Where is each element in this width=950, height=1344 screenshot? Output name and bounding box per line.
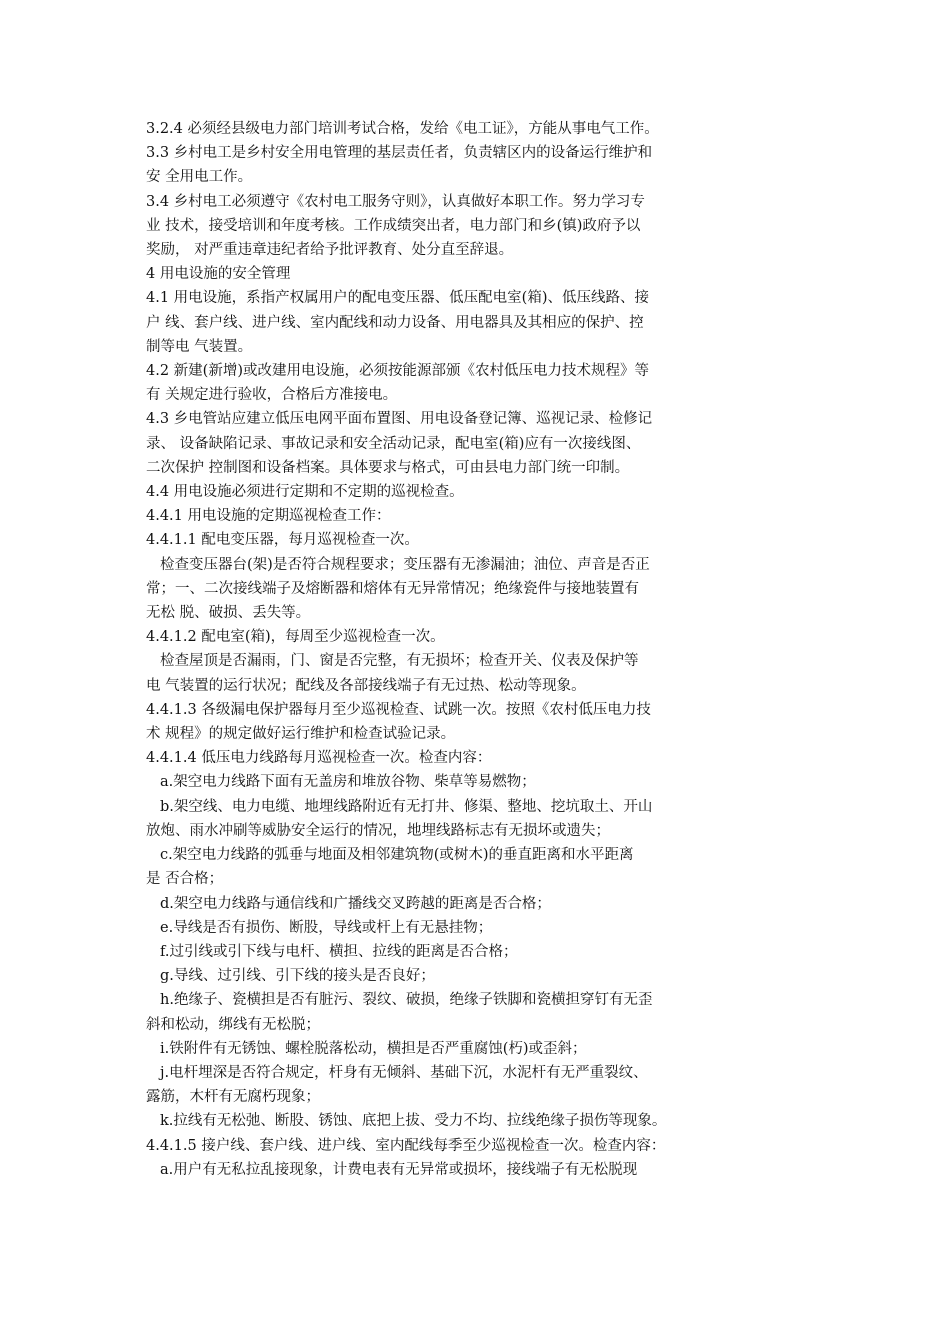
text-line: 4.4.1.3 各级漏电保护器每月至少巡视检查、试跳一次。按照《农村低压电力技 xyxy=(146,701,651,718)
text-line: 斜和松动，绑线有无松脱； xyxy=(146,1016,320,1033)
document-page xyxy=(146,117,726,1182)
text-line: 4.4.1.4 低压电力线路每月巡视检查一次。检查内容： xyxy=(146,750,492,767)
text-line: 奖励， 对严重违章违纪者给予批评教育、处分直至辞退。 xyxy=(146,242,514,259)
text-line: j.电杆埋深是否符合规定，杆身有无倾斜、基础下沉，水泥杆有无严重裂纹、 xyxy=(160,1064,648,1081)
text-line: 检查屋顶是否漏雨，门、窗是否完整，有无损坏；检查开关、仪表及保护等 xyxy=(160,653,639,670)
text-line: 有 关规定进行验收，合格后方准接电。 xyxy=(146,387,398,404)
text-line: 4 用电设施的安全管理 xyxy=(146,266,291,283)
text-line: 4.4.1.1 配电变压器，每月巡视检查一次。 xyxy=(146,532,419,549)
text-line: 4.2 新建(新增)或改建用电设施，必须按能源部颁《农村低压电力技术规程》等 xyxy=(146,363,649,380)
text-line: 无松 脱、破损、丢失等。 xyxy=(146,605,311,622)
text-line: 露筋，木杆有无腐朽现象； xyxy=(146,1089,320,1106)
text-line: 4.4 用电设施必须进行定期和不定期的巡视检查。 xyxy=(146,484,464,501)
text-line: 检查变压器台(架)是否符合规程要求；变压器有无渗漏油；油位、声音是否正 xyxy=(160,556,650,573)
text-line: 户 线、套户线、进户线、室内配线和动力设备、用电器具及其相应的保护、控 xyxy=(146,314,644,331)
text-line: a.架空电力线路下面有无盖房和堆放谷物、柴草等易燃物； xyxy=(160,774,536,791)
text-line: 4.1 用电设施，系指产权属用户的配电变压器、低压配电室(箱)、低压线路、接 xyxy=(146,290,649,307)
text-line: e.导线是否有损伤、断股，导线或杆上有无悬挂物； xyxy=(160,919,493,936)
text-line: 放炮、雨水冲刷等威胁安全运行的情况，地埋线路标志有无损坏或遗失； xyxy=(146,822,610,839)
text-line: 常；一、二次接线端子及熔断器和熔体有无异常情况；绝缘瓷件与接地装置有 xyxy=(146,580,639,597)
text-line: i.铁附件有无锈蚀、螺栓脱落松动，横担是否严重腐蚀(朽)或歪斜； xyxy=(160,1040,587,1057)
text-line: 4.3 乡电管站应建立低压电网平面布置图、用电设备登记簿、巡视记录、检修记 xyxy=(146,411,653,428)
text-line: k.拉线有无松弛、断股、锈蚀、底把上拔、受力不均、拉线绝缘子损伤等现象。 xyxy=(160,1113,667,1130)
text-line: 制等电 气装置。 xyxy=(146,338,253,355)
text-line: 业 技术，接受培训和年度考核。工作成绩突出者，电力部门和乡(镇)政府予以 xyxy=(146,217,641,234)
text-line: 二次保护 控制图和设备档案。具体要求与格式，可由县电力部门统一印制。 xyxy=(146,459,630,476)
text-line: 术 规程》的规定做好运行维护和检查试验记录。 xyxy=(146,726,456,743)
text-line: 电 气装置的运行状况；配线及各部接线端子有无过热、松动等现象。 xyxy=(146,677,586,694)
text-line: d.架空电力线路与通信线和广播线交叉跨越的距离是否合格； xyxy=(160,895,551,912)
text-line: f.过引线或引下线与电杆、横担、拉线的距离是否合格； xyxy=(160,943,518,960)
text-line: a.用户有无私拉乱接现象，计费电表有无异常或损坏，接线端子有无松脱现 xyxy=(160,1161,638,1178)
text-line: 3.4 乡村电工必须遵守《农村电工服务守则》，认真做好本职工作。努力学习专 xyxy=(146,193,645,210)
text-line: 录、 设备缺陷记录、事故记录和安全活动记录，配电室(箱)应有一次接线图、 xyxy=(146,435,641,452)
text-line: g.导线、过引线、引下线的接头是否良好； xyxy=(160,968,435,985)
text-line: 是 否合格； xyxy=(146,871,224,888)
text-line: b.架空线、电力电缆、地埋线路附近有无打井、修渠、整地、挖坑取土、开山 xyxy=(160,798,653,815)
text-line: 4.4.1.2 配电室(箱)，每周至少巡视检查一次。 xyxy=(146,629,445,646)
text-line: 3.2.4 必须经县级电力部门培训考试合格，发给《电工证》，方能从事电气工作。 xyxy=(146,121,659,137)
text-line: 3.3 乡村电工是乡村安全用电管理的基层责任者，负责辖区内的设备运行维护和 xyxy=(146,145,653,162)
text-line: h.绝缘子、瓷横担是否有脏污、裂纹、破损，绝缘子铁脚和瓷横担穿钉有无歪 xyxy=(160,992,653,1009)
text-line: 4.4.1.5 接户线、套户线、进户线、室内配线每季至少巡视检查一次。检查内容： xyxy=(146,1137,666,1154)
text-line: 安 全用电工作。 xyxy=(146,169,253,186)
text-line: c.架空电力线路的弧垂与地面及相邻建筑物(或树木)的垂直距离和水平距离 xyxy=(160,847,634,864)
text-line: 4.4.1 用电设施的定期巡视检查工作： xyxy=(146,508,391,525)
